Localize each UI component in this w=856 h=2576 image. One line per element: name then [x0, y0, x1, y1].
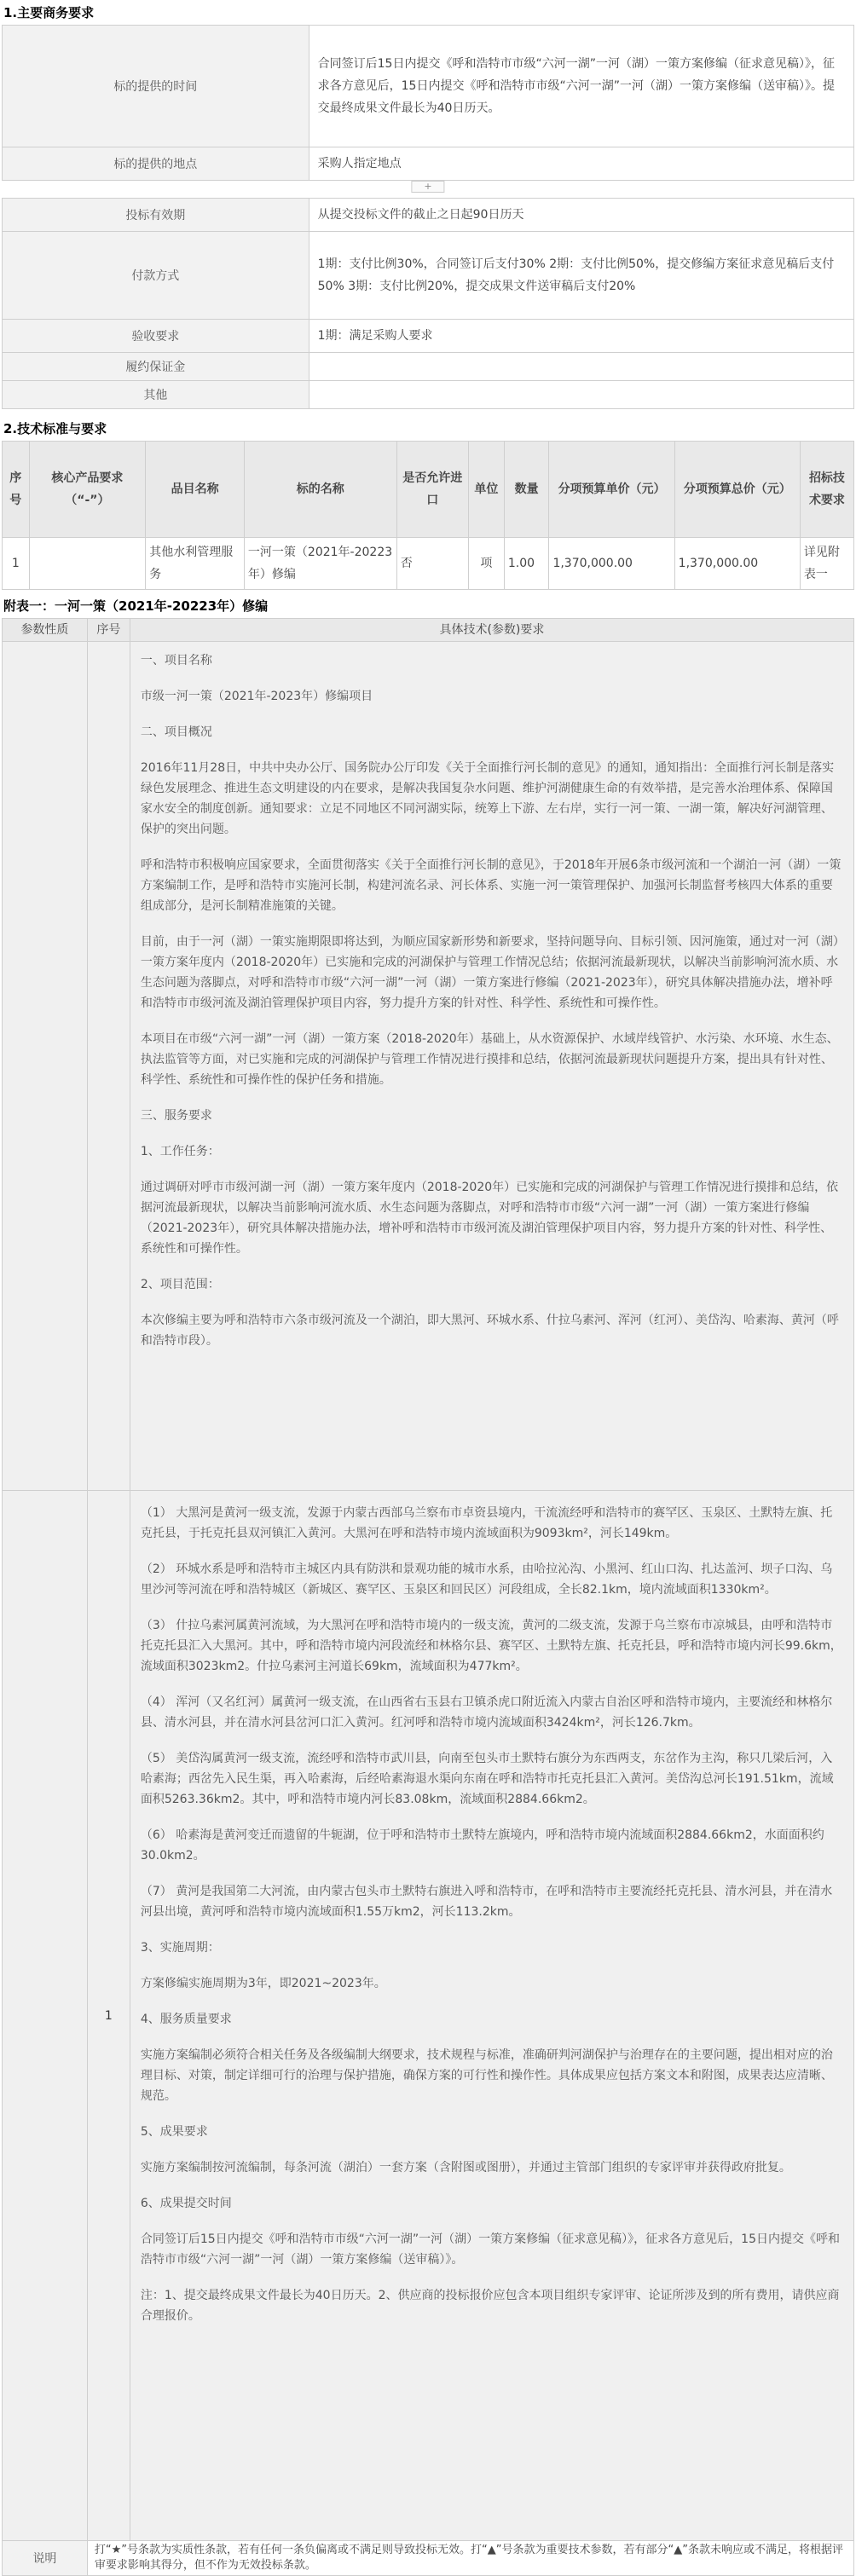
col-header: 序号: [87, 619, 130, 642]
cell: 详见附表一: [800, 538, 853, 590]
requirement-paragraph: 1、工作任务：: [140, 1145, 220, 1158]
cell: [29, 538, 146, 590]
table-row: [3, 199, 854, 232]
plus-icon[interactable]: +: [411, 181, 444, 193]
cell: 1: [3, 538, 30, 590]
requirement-paragraph: 实施方案编制必须符合相关任务及各级编制大纲要求，技术规程与标准，准确研判河湖保护与治理存在的主要问题，提出相对应的治理目标、对策，制定详细可行的治理与保护措施，确保方案的可行性和操作性。具体成果应包括方案文本和附图，成果表达应清晰、规范。: [140, 2048, 833, 2103]
requirement-paragraph: 2、项目范围：: [140, 1278, 220, 1291]
table-row: [3, 353, 854, 381]
expand-bar[interactable]: [0, 181, 856, 194]
requirement-paragraph: 5、成果要求: [140, 2125, 208, 2139]
business-table: [2, 25, 854, 181]
requirement-paragraph: 目前，由于一河（湖）一策实施期限即将达到，为顺应国家新形势和新要求，坚持问题导向、目标引领、因河施策，通过对一河（湖）一策方案年度内（2018-2020年）已实施和完成的河湖保护与管理工作情况总结；依据河流最新现状，以解决当前影响河流水质、水生态问题为落脚点，对呼和浩特市市级“六河一湖”一河（湖）一策方案进行修编（2021-2023年），研究具体解决措施办法，增补呼和浩特市市级河流及湖泊管理保护项目内容，努力提升方案的针对性、科学性、系统性和可操作性。: [140, 935, 839, 1010]
cell: 1,370,000.00: [549, 538, 674, 590]
table-header: [3, 442, 854, 538]
col-header: 参数性质: [3, 619, 88, 642]
col-header: 序号: [3, 442, 30, 538]
requirement-paragraph: （5） 美岱沟属黄河一级支流，流经呼和浩特市武川县，向南至包头市土默特右旗分为东西两支，东岔作为主沟，称只几梁后河，入哈素海；西岔先入民生渠，再入哈素海，后经哈素海退水渠向东南在呼和浩特市托克托县汇入黄河。美岱沟总河长191.51km，流域面积5263.36km2。其中，呼和浩特市境内河长83.08km，流域面积2884.66km2。: [140, 1752, 834, 1806]
requirement-paragraph: 一、项目名称: [140, 654, 212, 667]
requirement-paragraph: （4） 浑河（又名红河）属黄河一级支流，在山西省右玉县右卫镇杀虎口附近流入内蒙古自治区呼和浩特市境内，主要流经和林格尔县、清水河县，并在清水河县岔河口汇入黄河。红河呼和浩特市境内流域面积3424km²，河长126.7km。: [140, 1695, 833, 1730]
note-value: 打“★”号条款为实质性条款，若有任何一条负偏离或不满足则导致投标无效。打“▲”号条款为重要技术参数，若有部分“▲”条款未响应或不满足，将根据评审要求影响其得分，但不作为无效投标条款。: [87, 2541, 853, 2576]
cell: 其他水利管理服务: [146, 538, 245, 590]
table-row: [3, 538, 854, 590]
note-label: 说明: [3, 2541, 88, 2576]
requirement-paragraph: 3、实施周期：: [140, 1941, 220, 1955]
col-header: 品目名称: [146, 442, 245, 538]
col-header: 具体技术(参数)要求: [130, 619, 853, 642]
row-value: 采购人指定地点: [309, 147, 853, 181]
table-row: [3, 320, 854, 353]
table-row: [3, 2541, 854, 2576]
table-row: [3, 1491, 854, 2541]
table-row: [3, 26, 854, 147]
row-label: 验收要求: [3, 320, 309, 353]
requirements-list-2: [141, 1503, 843, 2326]
appendix-title: 附表一：一河一策（2021年-20223年）修编: [3, 598, 269, 614]
table-row: [3, 232, 854, 320]
row-value: [309, 381, 853, 409]
requirement-paragraph: （7） 黄河是我国第二大河流，由内蒙古包头市土默特右旗进入呼和浩特市，在呼和浩特市主要流经托克托县、清水河县，并在清水河县出境，黄河呼和浩特市境内流域面积1.55万km2，河长113.2km。: [140, 1885, 833, 1919]
requirement-paragraph: 实施方案编制按河流编制，每条河流（湖泊）一套方案（含附图或图册），并通过主管部门组织的专家评审并获得政府批复。: [140, 2161, 791, 2175]
row-value: 1期：支付比例30%，合同签订后支付30% 2期：支付比例50%，提交修编方案征求意见稿后支付50% 3期：支付比例20%，提交成果文件送审稿后支付20%: [309, 232, 853, 320]
seq-cell: [87, 642, 130, 1491]
col-header: 数量: [504, 442, 549, 538]
param-cell: [3, 642, 88, 1491]
requirement-paragraph: 市级一河一策（2021年-2023年）修编项目: [140, 690, 373, 703]
row-label: 履约保证金: [3, 353, 309, 381]
table-row: [3, 147, 854, 181]
param-cell: [3, 1491, 88, 2541]
cell: 项: [468, 538, 504, 590]
requirement-paragraph: 二、项目概况: [140, 725, 212, 739]
row-label: 标的提供的时间: [3, 26, 309, 147]
row-label: 投标有效期: [3, 199, 309, 232]
row-value: [309, 353, 853, 381]
business-table-2: [2, 198, 854, 409]
row-label: 标的提供的地点: [3, 147, 309, 181]
requirement-paragraph: 本项目在市级“六河一湖”一河（湖）一策方案（2018-2020年）基础上，从水资源保护、水域岸线管护、水污染、水环境、水生态、执法监管等方面，对已实施和完成的河湖保护与管理工作情况进行摸排和总结，依据河流最新现状问题提升方案，提出具有针对性、科学性、系统性和可操作性的保护任务和措施。: [140, 1032, 839, 1087]
col-header: 分项预算总价（元）: [674, 442, 800, 538]
requirements-cell: [130, 1491, 853, 2541]
row-label: 其他: [3, 381, 309, 409]
requirement-paragraph: 呼和浩特市积极响应国家要求，全面贯彻落实《关于全面推行河长制的意见》，于2018年开展6条市级河流和一个湖泊一河（湖）一策方案编制工作，是呼和浩特市实施河长制，构建河流名录、河长体系、实施一河一策管理保护、加强河长制监督考核四大体系的重要组成部分，是河长制精准施策的关键。: [140, 858, 842, 913]
col-header: 是否允许进口: [396, 442, 468, 538]
requirement-paragraph: （2） 环城水系是呼和浩特市主城区内具有防洪和景观功能的城市水系，由哈拉沁沟、小黑河、红山口沟、扎达盖河、坝子口沟、乌里沙河等河流在呼和浩特城区（新城区、赛罕区、玉泉区和回民区）河段组成，全长82.1km，境内流域面积1330km²。: [140, 1562, 833, 1597]
section-title: 2.技术标准与要求: [3, 421, 107, 436]
cell: 1,370,000.00: [674, 538, 800, 590]
appendix-table: [2, 618, 854, 2576]
tech-table: [2, 441, 854, 590]
col-header: 单位: [468, 442, 504, 538]
row-value: 1期：满足采购人要求: [309, 320, 853, 353]
requirement-paragraph: 通过调研对呼市市级河湖一河（湖）一策方案年度内（2018-2020年）已实施和完成的河湖保护与管理工作情况进行摸排和总结，依据河流最新现状，以解决当前影响河流水质、水生态问题为落脚点，对呼和浩特市市级“六河一湖”一河（湖）一策方案进行修编（2021-2023年），研究具体解决措施办法，增补呼和浩特市市级河流及湖泊管理保护项目内容，努力提升方案的针对性、科学性、系统性和可操作性。: [140, 1181, 839, 1256]
cell: 1.00: [504, 538, 549, 590]
row-value: 从提交投标文件的截止之日起90日历天: [309, 199, 853, 232]
col-header: 核心产品要求（“-”）: [29, 442, 146, 538]
table-row: [3, 642, 854, 1491]
requirement-paragraph: 6、成果提交时间: [140, 2197, 232, 2210]
table-row: [3, 381, 854, 409]
requirement-paragraph: （6） 哈素海是黄河变迁而遗留的牛轭湖，位于呼和浩特市土默特左旗境内，呼和浩特市境内流域面积2884.66km2，水面面积约30.0km2。: [140, 1828, 824, 1863]
col-header: 标的名称: [244, 442, 396, 538]
requirements-list-1: [141, 650, 843, 1351]
requirement-paragraph: 三、服务要求: [140, 1109, 212, 1123]
requirement-paragraph: （1） 大黑河是黄河一级支流，发源于内蒙古西部乌兰察布市卓资县境内，干流流经呼和浩特市的赛罕区、玉泉区、土默特左旗、托克托县，于托克托县双河镇汇入黄河。大黑河在呼和浩特市境内流域面积为9093km²，河长149km。: [140, 1506, 833, 1540]
requirement-paragraph: 4、服务质量要求: [140, 2013, 232, 2026]
cell: 一河一策（2021年-20223年）修编: [244, 538, 396, 590]
col-header: 分项预算单价（元）: [549, 442, 674, 538]
row-value: 合同签订后15日内提交《呼和浩特市市级“六河一湖”一河（湖）一策方案修编（征求意见稿）》，征求各方意见后，15日内提交《呼和浩特市市级“六河一湖”一河（湖）一策方案修编（送审稿）》。提交最终成果文件最长为40日历天。: [309, 26, 853, 147]
requirement-paragraph: 2016年11月28日，中共中央办公厅、国务院办公厅印发《关于全面推行河长制的意见》的通知，通知指出：全面推行河长制是落实绿色发展理念、推进生态文明建设的内在要求，是解决我国复杂水问题、维护河湖健康生命的有效举措，是完善水治理体系、保障国家水安全的制度创新。通知要求：立足不同地区不同河湖实际，统筹上下游、左右岸，实行一河一策、一湖一策，解决好河湖管理、保护的突出问题。: [140, 761, 835, 836]
requirement-paragraph: 注：1、提交最终成果文件最长为40日历天。2、供应商的投标报价应包含本项目组织专家评审、论证所涉及到的所有费用，请供应商合理报价。: [140, 2289, 840, 2323]
table-header: [3, 619, 854, 642]
section-title: 1.主要商务要求: [3, 5, 95, 20]
requirement-paragraph: 合同签订后15日内提交《呼和浩特市市级“六河一湖”一河（湖）一策方案修编（征求意见稿）》，征求各方意见后，15日内提交《呼和浩特市市级“六河一湖”一河（湖）一策方案修编（送审稿）》。: [140, 2232, 840, 2267]
requirement-paragraph: 方案修编实施周期为3年，即2021~2023年。: [140, 1977, 386, 1990]
requirement-paragraph: （3） 什拉乌素河属黄河流域，为大黑河在呼和浩特市境内的一级支流，黄河的二级支流，发源于乌兰察布市凉城县，由呼和浩特市托克托县汇入大黑河。其中，呼和浩特市境内河段流经和林格尔县、赛罕区、土默特左旗、托克托县，呼和浩特市境内河长99.6km，流域面积3023km2。什拉乌素河主河道长69km，流域面积为477km²。: [140, 1619, 842, 1673]
requirements-cell: [130, 642, 853, 1491]
col-header: 招标技术要求: [800, 442, 853, 538]
requirement-paragraph: 本次修编主要为呼和浩特市六条市级河流及一个湖泊，即大黑河、环城水系、什拉乌素河、浑河（红河）、美岱沟、哈素海、黄河（呼和浩特市段）。: [140, 1314, 839, 1348]
seq-number: 1: [87, 1491, 130, 2541]
row-label: 付款方式: [3, 232, 309, 320]
cell: 否: [396, 538, 468, 590]
